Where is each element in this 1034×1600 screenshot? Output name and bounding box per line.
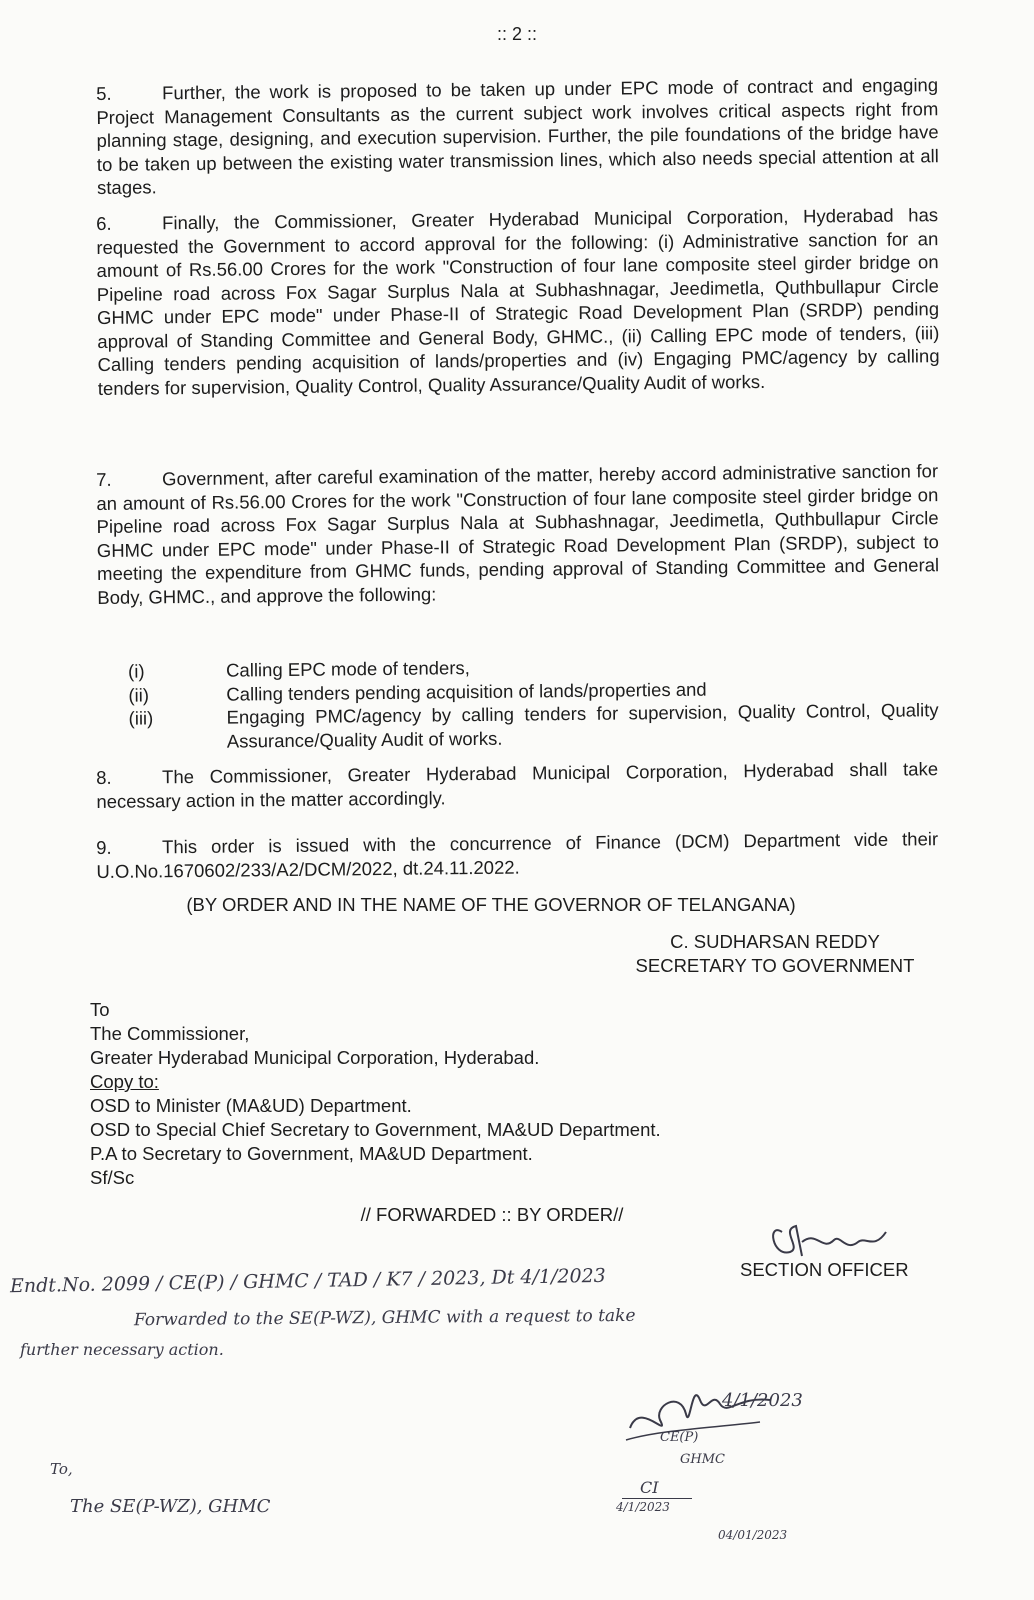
handwritten-to-label: To,	[50, 1460, 73, 1478]
paragraph-number: 9.	[96, 836, 112, 858]
signature-date: 4/1/2023	[722, 1390, 803, 1411]
paragraph-number: 6.	[96, 212, 112, 234]
copy-to-line: Sf/Sc	[90, 1167, 135, 1188]
paragraph-text: Government, after careful examination of the matter, hereby accord administrative sanction for an amount of Rs.56.00 Crores for the work "Construction of four lane composite steel girder bridge on Pipeline road across Fox Sagar Surplus Nala at Subhashnagar, Jeedimetla, Quthbullapur Circle GHMC under EPC mode" under Phase-II of Strategic Road Development Plan (SRDP), subject to meeting the expenditure from GHMC funds, pending approval of Standing Committee and General Body, GHMC., and approve the following:	[96, 460, 940, 608]
list-item	[96, 698, 938, 754]
paragraph-text: The Commissioner, Greater Hyderabad Municipal Corporation, Hyderabad shall take necessary action in the matter accordingly.	[96, 758, 939, 812]
handwritten-to-address: The SE(P-WZ), GHMC	[70, 1496, 271, 1517]
paragraph-7	[96, 459, 939, 609]
paragraph-text: Finally, the Commissioner, Greater Hyderabad Municipal Corporation, Hyderabad has requested the Government to accord approval for the following: (i) Administrative sanction for an amount of Rs.56.00 Crores for the work "Construction of four lane composite steel girder bridge on Pipeline road across Fox Sagar Surplus Nala at Subhashnagar, Jeedimetla, Quthbullapur Circle GHMC under EPC mode" under Phase-II of Strategic Road Development Plan (SRDP) pending approval of Standing Committee and General Body, GHMC., (ii) Calling EPC mode of tenders, (iii) Calling tenders pending acquisition of lands/properties and (iv) Engaging PMC/agency by calling tenders for supervision, Quality Control, Quality Assurance/Quality Audit of works.	[96, 204, 940, 399]
copy-to-line: OSD to Special Chief Secretary to Government, MA&UD Department.	[90, 1119, 661, 1140]
paragraph-9	[96, 827, 938, 883]
addressee-block	[90, 998, 661, 1190]
forward-note-continued: further necessary action.	[20, 1340, 224, 1359]
ci-underline	[622, 1498, 692, 1499]
list-item-number: (i)	[128, 660, 145, 682]
ci-mark: CI	[640, 1478, 659, 1497]
paragraph-text: This order is issued with the concurrence of Finance (DCM) Department vide their U.O.No.1670602/233/A2/DCM/2022, dt.24.11.2022.	[96, 828, 939, 882]
paragraph-5	[96, 73, 939, 199]
order-line: (BY ORDER AND IN THE NAME OF THE GOVERNOR OF TELANGANA)	[186, 894, 796, 915]
list-item-number: (iii)	[128, 707, 154, 729]
paragraph-number: 8.	[96, 766, 112, 788]
copy-to-label: Copy to:	[90, 1071, 159, 1092]
endorsement-number: Endt.No. 2099 / CE(P) / GHMC / TAD / K7 / 2023, Dt 4/1/2023	[9, 1264, 606, 1298]
list-item-text: Engaging PMC/agency by calling tenders for supervision, Quality Control, Quality Assurance/Quality Audit of works.	[226, 699, 939, 752]
receipt-date: 04/01/2023	[718, 1528, 788, 1542]
paragraph-8	[96, 757, 938, 813]
list-item-text: Calling tenders pending acquisition of lands/properties and	[226, 678, 707, 705]
paragraph-number: 5.	[96, 82, 112, 104]
copy-to-line: P.A to Secretary to Government, MA&UD Department.	[90, 1143, 533, 1164]
page-number: :: 2 ::	[496, 24, 538, 44]
paragraph-6	[96, 203, 940, 400]
signature-ghmc: GHMC	[680, 1452, 725, 1467]
to-line: Greater Hyderabad Municipal Corporation, Hyderabad.	[90, 1047, 540, 1068]
signature-designation: CE(P)	[660, 1430, 699, 1445]
section-officer-label: SECTION OFFICER	[740, 1259, 909, 1280]
ci-date: 4/1/2023	[616, 1500, 670, 1514]
approval-list	[96, 651, 939, 754]
copy-to-line: OSD to Minister (MA&UD) Department.	[90, 1095, 412, 1116]
paragraph-number: 7.	[96, 468, 112, 490]
to-line: The Commissioner,	[90, 1023, 250, 1044]
signatory-designation: SECRETARY TO GOVERNMENT	[635, 955, 915, 976]
list-item-number: (ii)	[128, 683, 150, 706]
forward-note: Forwarded to the SE(P-WZ), GHMC with a request to take	[133, 1305, 636, 1331]
signatory-name: C. SUDHARSAN REDDY	[670, 931, 880, 952]
list-item-text: Calling EPC mode of tenders,	[226, 657, 470, 681]
to-label: To	[90, 999, 110, 1020]
signatory-block	[620, 930, 930, 978]
paragraph-text: Further, the work is proposed to be taken up under EPC mode of contract and engaging Project Management Consultants as the current subject work involves critical aspects right from planning stage, designing, and execution supervision. Further, the pile foundations of the bridge have to be taken up between the existing water transmission lines, which also needs special attention at all stages.	[96, 74, 939, 198]
forwarded-line: // FORWARDED :: BY ORDER//	[360, 1204, 624, 1225]
